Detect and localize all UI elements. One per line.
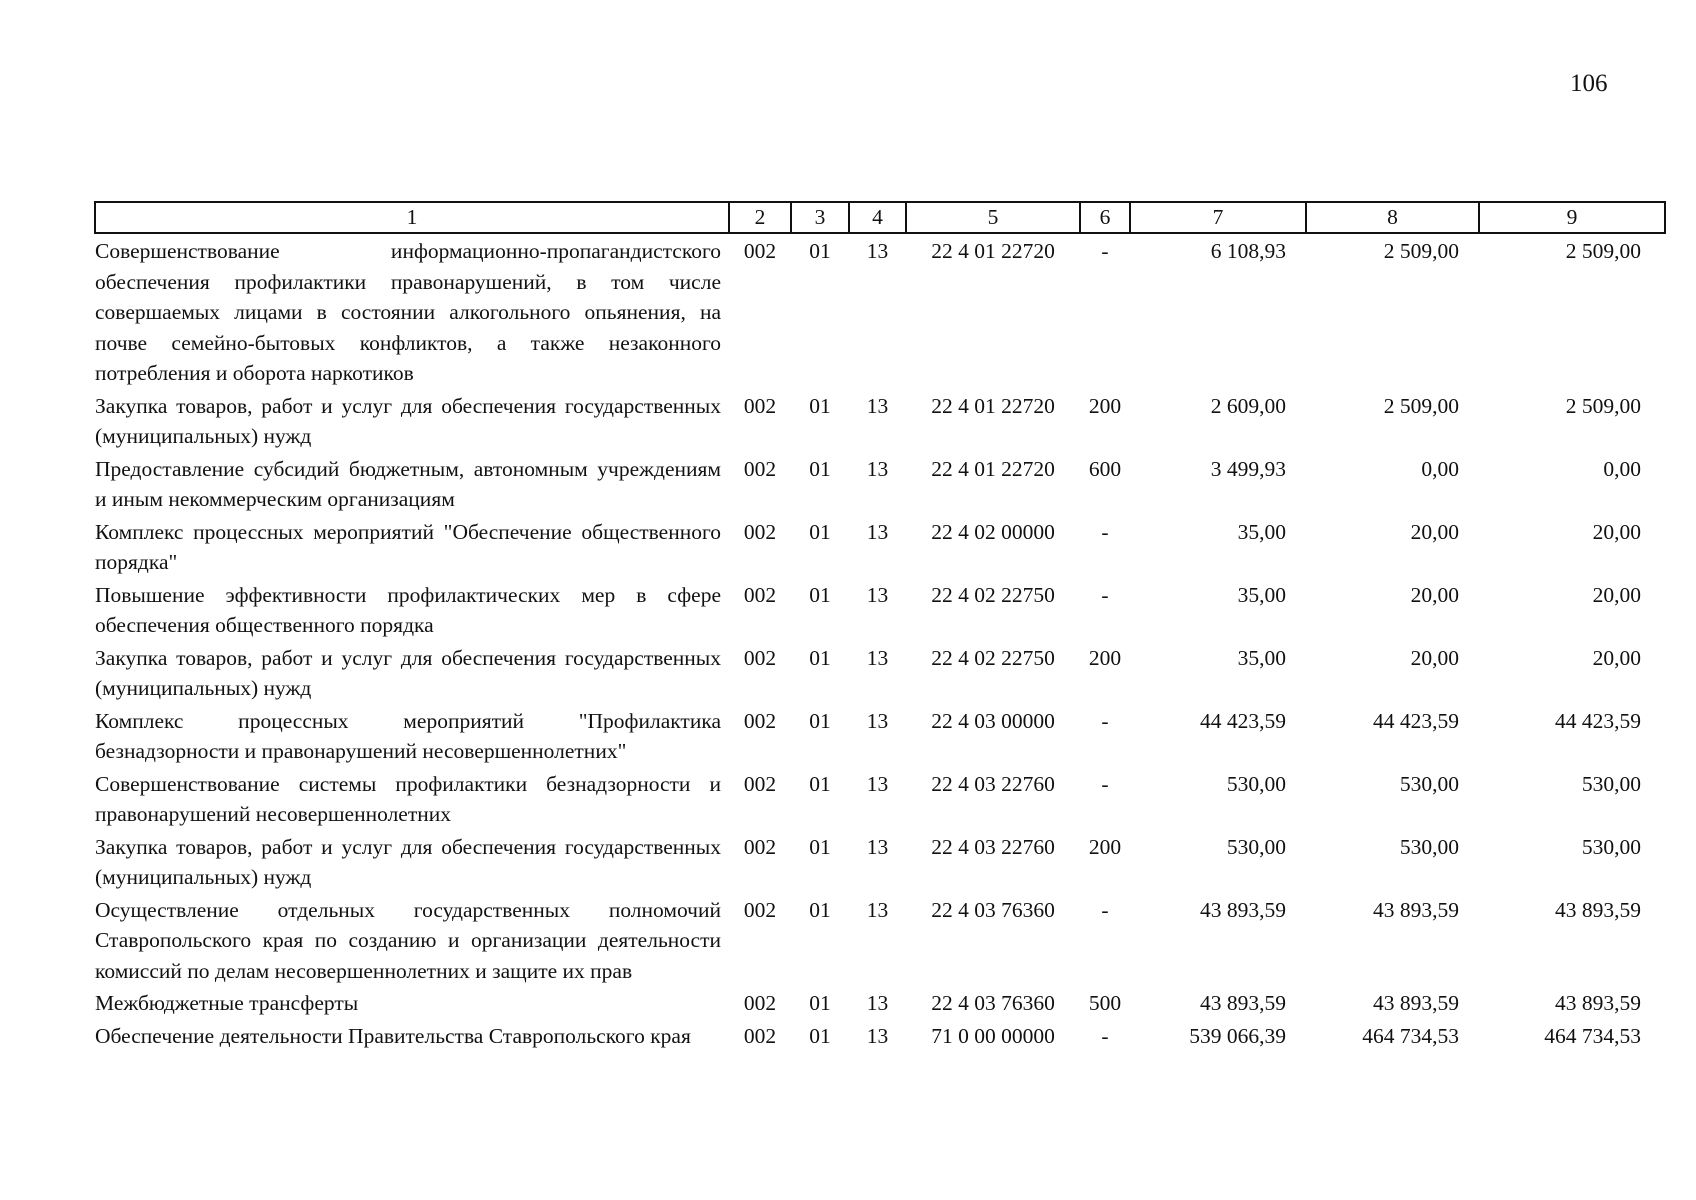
cell-expense-type: 200: [1088, 645, 1122, 670]
cell-admin: 002: [743, 771, 777, 796]
cell-amount-1: 6 108,93: [1210, 239, 1286, 263]
cell-target-article: 22 4 03 22760: [931, 834, 1055, 859]
cell-amount-3: 2 509,00: [1565, 393, 1641, 418]
cell-name: Межбюджетные трансферты: [95, 991, 359, 1015]
table-row: [95, 578, 1665, 641]
cell-section: 01: [809, 456, 831, 481]
table-row: [95, 767, 1665, 830]
cell-amount-2: 2 509,00: [1383, 239, 1459, 263]
cell-name: Осуществление отдельных государственных полномочий Ставропольского края по созданию и организации деятельности комиссий по делам несовершеннолетних и защите их прав: [95, 897, 721, 983]
table-row: [95, 704, 1665, 767]
header-col-6: 6: [1080, 202, 1130, 233]
cell-expense-type: -: [1101, 897, 1109, 922]
cell-amount-2: 20,00: [1410, 582, 1459, 607]
cell-admin: 002: [743, 708, 777, 733]
cell-subsection: 13: [866, 708, 889, 733]
cell-amount-3: 530,00: [1581, 771, 1641, 796]
cell-expense-type: 500: [1088, 991, 1122, 1015]
budget-table: [94, 201, 1666, 1051]
header-col-8: 8: [1306, 202, 1479, 233]
cell-amount-3: 43 893,59: [1555, 991, 1641, 1015]
cell-section: 01: [809, 991, 831, 1015]
table-row: [95, 641, 1665, 704]
cell-section: 01: [809, 239, 831, 263]
cell-section: 01: [809, 1023, 831, 1048]
header-col-7: 7: [1130, 202, 1306, 233]
cell-amount-1: 3 499,93: [1210, 456, 1286, 481]
cell-amount-3: 44 423,59: [1555, 708, 1641, 733]
cell-subsection: 13: [866, 834, 889, 859]
cell-expense-type: 200: [1088, 834, 1122, 859]
cell-target-article: 22 4 02 22750: [931, 582, 1055, 607]
cell-amount-3: 0,00: [1603, 456, 1641, 481]
cell-target-article: 22 4 01 22720: [931, 393, 1055, 418]
cell-amount-1: 35,00: [1237, 582, 1286, 607]
cell-amount-3: 2 509,00: [1565, 239, 1641, 263]
cell-target-article: 22 4 03 76360: [931, 897, 1055, 922]
header-col-1: 1: [95, 202, 729, 233]
cell-amount-2: 44 423,59: [1373, 708, 1459, 733]
header-col-2: 2: [729, 202, 791, 233]
cell-target-article: 22 4 01 22720: [931, 456, 1055, 481]
cell-amount-2: 530,00: [1399, 834, 1459, 859]
table-row: [95, 233, 1665, 389]
cell-admin: 002: [743, 645, 777, 670]
cell-subsection: 13: [866, 771, 889, 796]
cell-target-article: 22 4 02 22750: [931, 645, 1055, 670]
cell-name: Совершенствование системы профилактики безнадзорности и правонарушений несовершеннолетних: [95, 771, 721, 826]
cell-admin: 002: [743, 834, 777, 859]
cell-amount-2: 530,00: [1399, 771, 1459, 796]
cell-target-article: 71 0 00 00000: [931, 1023, 1055, 1048]
cell-admin: 002: [743, 519, 777, 544]
cell-name: Повышение эффективности профилактических мер в сфере обеспечения общественного порядка: [95, 582, 721, 637]
cell-amount-2: 0,00: [1421, 456, 1459, 481]
cell-admin: 002: [743, 239, 777, 263]
cell-amount-2: 464 734,53: [1362, 1023, 1459, 1048]
cell-amount-1: 530,00: [1226, 834, 1286, 859]
cell-name: Предоставление субсидий бюджетным, автономным учреждениям и иным некоммерческим организациям: [95, 456, 721, 511]
cell-subsection: 13: [866, 582, 889, 607]
cell-expense-type: -: [1101, 1023, 1109, 1048]
cell-name: Обеспечение деятельности Правительства Ставропольского края: [95, 1023, 691, 1048]
cell-amount-1: 2 609,00: [1210, 393, 1286, 418]
cell-expense-type: 200: [1088, 393, 1122, 418]
cell-expense-type: -: [1101, 519, 1109, 544]
cell-name: Закупка товаров, работ и услуг для обеспечения государственных (муниципальных) нужд: [95, 393, 721, 448]
table-row: [95, 389, 1665, 452]
cell-target-article: 22 4 03 22760: [931, 771, 1055, 796]
cell-subsection: 13: [866, 519, 889, 544]
cell-target-article: 22 4 01 22720: [931, 239, 1055, 263]
header-col-4: 4: [849, 202, 906, 233]
cell-amount-2: 20,00: [1410, 519, 1459, 544]
cell-section: 01: [809, 393, 831, 418]
cell-name: Комплекс процессных мероприятий "Обеспечение общественного порядка": [95, 519, 721, 574]
cell-amount-1: 35,00: [1237, 519, 1286, 544]
cell-target-article: 22 4 03 76360: [931, 991, 1055, 1015]
cell-amount-2: 20,00: [1410, 645, 1459, 670]
header-col-9: 9: [1479, 202, 1665, 233]
cell-amount-1: 539 066,39: [1189, 1023, 1286, 1048]
header-row: [95, 202, 1665, 233]
cell-section: 01: [809, 771, 831, 796]
cell-admin: 002: [743, 456, 777, 481]
cell-amount-3: 43 893,59: [1555, 897, 1641, 922]
cell-subsection: 13: [866, 1023, 889, 1048]
cell-amount-2: 43 893,59: [1373, 991, 1459, 1015]
cell-amount-3: 20,00: [1592, 582, 1641, 607]
cell-amount-1: 43 893,59: [1200, 991, 1286, 1015]
cell-section: 01: [809, 834, 831, 859]
table-row: [95, 893, 1665, 987]
cell-amount-1: 35,00: [1237, 645, 1286, 670]
header-col-5: 5: [906, 202, 1080, 233]
table-row: [95, 1019, 1665, 1052]
table-row: [95, 830, 1665, 893]
page-number: 106: [1570, 70, 1608, 97]
cell-section: 01: [809, 645, 831, 670]
cell-admin: 002: [743, 393, 777, 418]
table-row: [95, 515, 1665, 578]
header-col-3: 3: [791, 202, 849, 233]
cell-subsection: 13: [866, 393, 889, 418]
cell-section: 01: [809, 897, 831, 922]
cell-amount-1: 44 423,59: [1200, 708, 1286, 733]
cell-expense-type: -: [1101, 708, 1109, 733]
cell-admin: 002: [743, 991, 777, 1015]
cell-expense-type: 600: [1088, 456, 1122, 481]
cell-section: 01: [809, 519, 831, 544]
cell-subsection: 13: [866, 645, 889, 670]
cell-amount-3: 20,00: [1592, 645, 1641, 670]
cell-subsection: 13: [866, 239, 889, 263]
cell-admin: 002: [743, 897, 777, 922]
cell-subsection: 13: [866, 897, 889, 922]
cell-section: 01: [809, 582, 831, 607]
cell-name: Совершенствование информационно-пропагандистского обеспечения профилактики правонарушений, в том числе совершаемых лицами в состоянии алкогольного опьянения, на почве семейно-бытовых конфликтов, а также незаконного потребления и оборота наркотиков: [95, 239, 721, 385]
cell-amount-1: 43 893,59: [1200, 897, 1286, 922]
cell-amount-3: 464 734,53: [1544, 1023, 1641, 1048]
cell-expense-type: -: [1101, 239, 1109, 263]
cell-subsection: 13: [866, 456, 889, 481]
cell-name: Комплекс процессных мероприятий "Профилактика безнадзорности и правонарушений несовершеннолетних": [95, 708, 721, 763]
cell-expense-type: -: [1101, 771, 1109, 796]
table-row: [95, 452, 1665, 515]
cell-admin: 002: [743, 1023, 777, 1048]
cell-section: 01: [809, 708, 831, 733]
cell-amount-1: 530,00: [1226, 771, 1286, 796]
cell-amount-3: 530,00: [1581, 834, 1641, 859]
cell-target-article: 22 4 03 00000: [931, 708, 1055, 733]
table-row: [95, 986, 1665, 1019]
cell-amount-2: 2 509,00: [1383, 393, 1459, 418]
cell-name: Закупка товаров, работ и услуг для обеспечения государственных (муниципальных) нужд: [95, 834, 721, 889]
cell-admin: 002: [743, 582, 777, 607]
cell-expense-type: -: [1101, 582, 1109, 607]
cell-name: Закупка товаров, работ и услуг для обеспечения государственных (муниципальных) нужд: [95, 645, 721, 700]
cell-subsection: 13: [866, 991, 889, 1015]
cell-target-article: 22 4 02 00000: [931, 519, 1055, 544]
cell-amount-3: 20,00: [1592, 519, 1641, 544]
cell-amount-2: 43 893,59: [1373, 897, 1459, 922]
